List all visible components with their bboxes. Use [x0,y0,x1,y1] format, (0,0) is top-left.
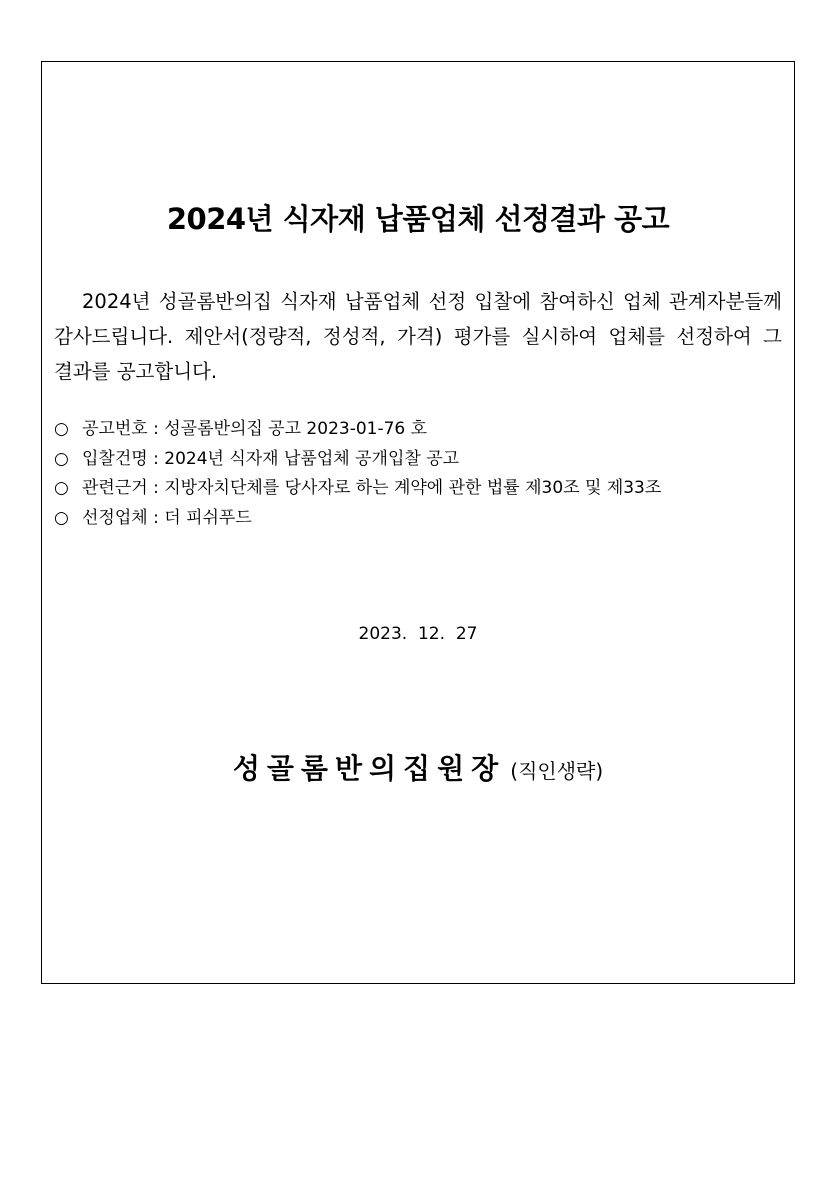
intro-paragraph: 2024년 성골롬반의집 식자재 납품업체 선정 입찰에 참여하신 업체 관계자분들께 감사드립니다. 제안서(정량적, 정성적, 가격) 평가를 실시하여 업체를 선정하여 그 결과를 공고합니다. [54,290,782,383]
detail-separator: : [147,448,165,469]
detail-label: 공고번호 [82,419,148,439]
notice-details-list [54,415,784,533]
detail-separator: : [147,507,165,528]
signature-org: 성골롬반의집원장 [232,752,506,785]
document-frame [41,61,795,984]
announcement-date: 2023. 12. 27 [358,624,478,644]
document-title: 2024년 식자재 납품업체 선정결과 공고 [166,202,670,236]
signature-block [42,747,794,787]
detail-label: 선정업체 [82,507,148,528]
circle-bullet-icon: ○ [54,448,69,469]
detail-separator: : [147,419,165,439]
detail-separator: : [147,478,165,498]
detail-value: 지방자치단체를 당사자로 하는 계약에 관한 법률 제30조 및 제33조 [164,478,662,498]
detail-label: 관련근거 [82,478,148,498]
circle-bullet-icon: ○ [54,478,69,498]
detail-item-legal-basis [54,474,784,504]
detail-value: 2024년 식자재 납품업체 공개입찰 공고 [164,448,460,469]
detail-label: 입찰건명 [82,448,148,469]
circle-bullet-icon: ○ [54,419,69,439]
detail-item-notice-number [54,415,784,445]
seal-omitted-note: (직인생략) [510,759,604,783]
detail-value: 더 피쉬푸드 [164,507,252,528]
detail-value: 성골롬반의집 공고 2023-01-76 호 [164,419,428,439]
detail-item-bid-title [54,445,784,475]
circle-bullet-icon: ○ [54,507,69,528]
detail-item-selected-vendor [54,504,784,534]
